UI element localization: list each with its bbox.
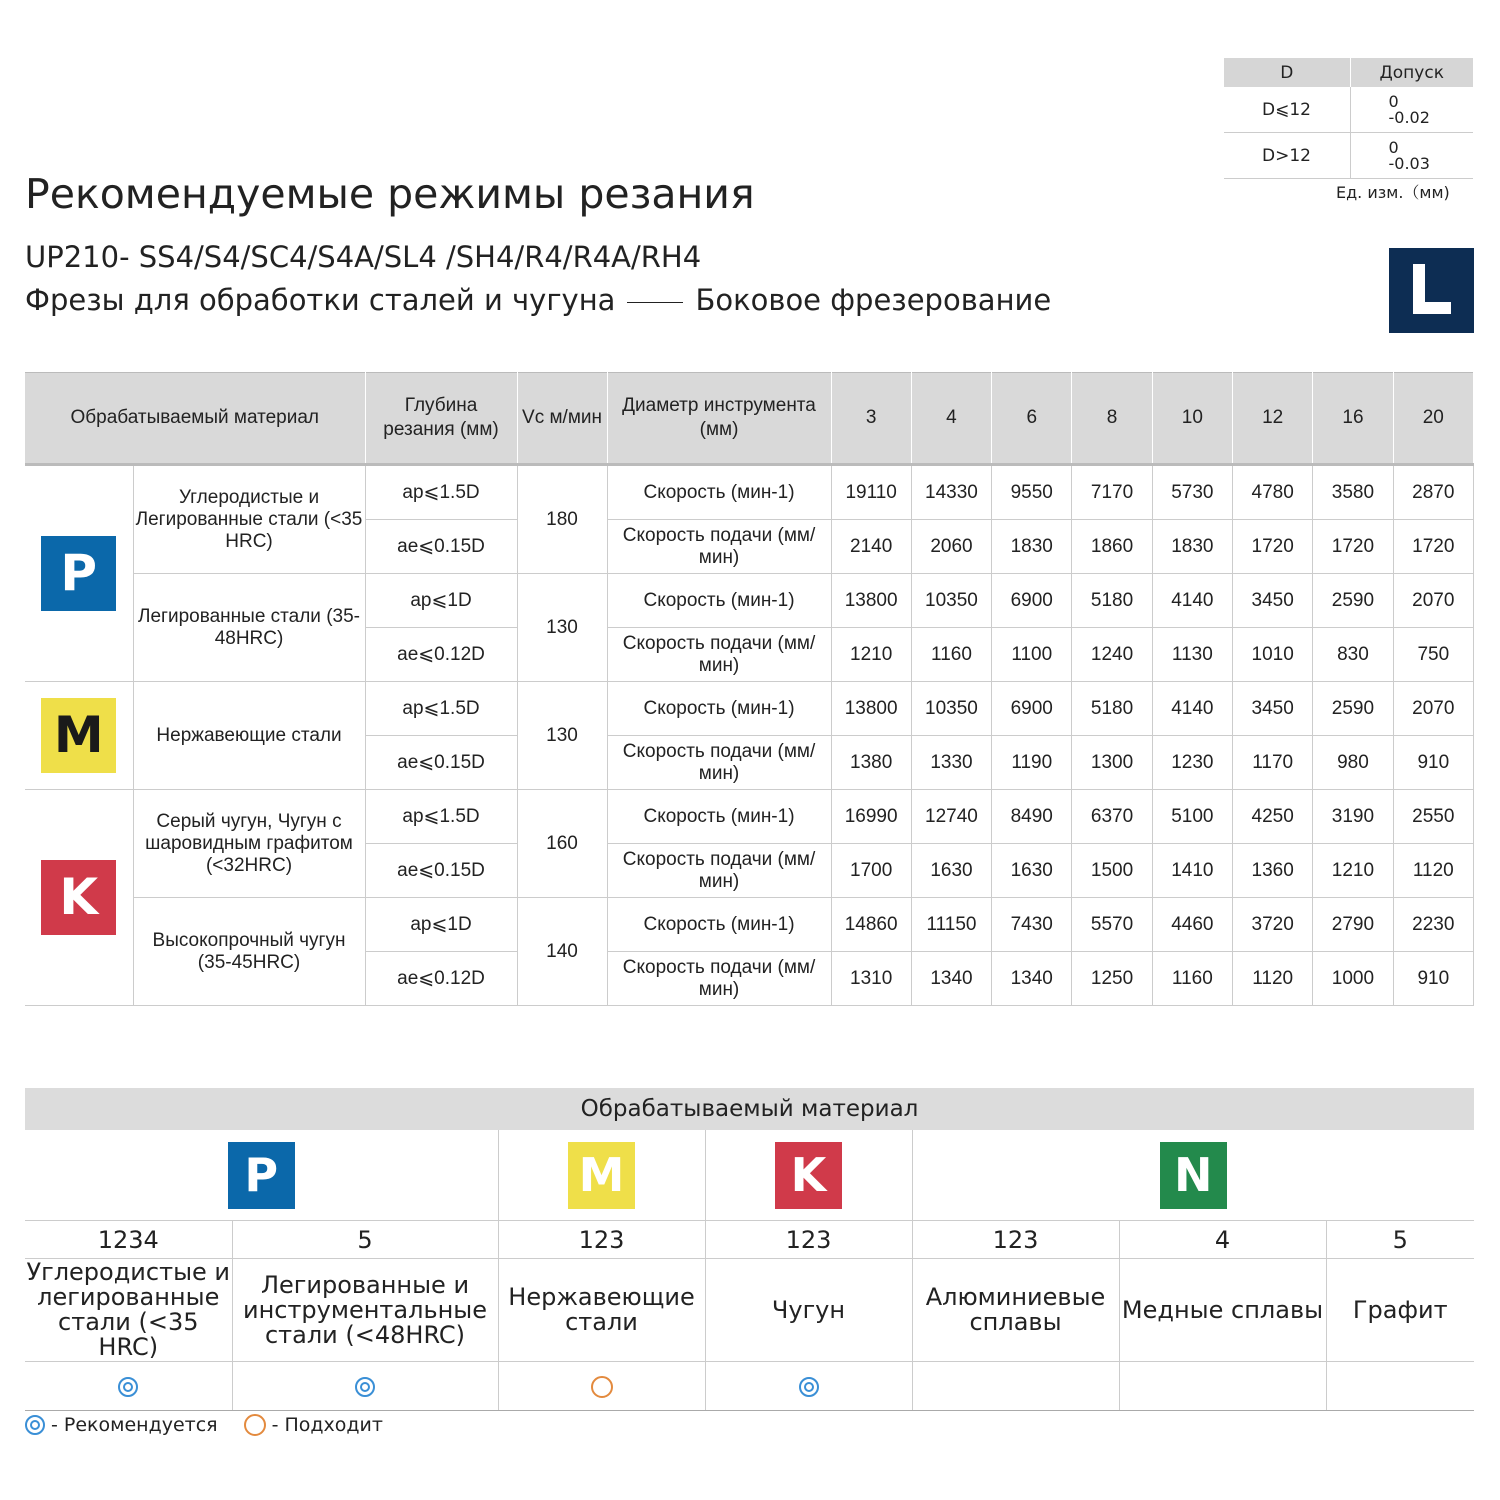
suitability-cell [705, 1362, 912, 1411]
value-cell: 16990 [831, 790, 911, 844]
recommended-icon [355, 1377, 375, 1397]
value-cell: 1240 [1072, 628, 1152, 682]
value-cell: 2590 [1313, 682, 1393, 736]
group-badge-cell [25, 465, 133, 682]
value-cell: 750 [1393, 628, 1473, 682]
speed-label: Скорость (мин-1) [607, 790, 831, 844]
value-cell: 6900 [992, 682, 1072, 736]
value-cell: 5100 [1152, 790, 1232, 844]
depth-value: ap⩽1.5D [365, 682, 517, 736]
page-title: Рекомендуемые режимы резания [25, 170, 755, 218]
material-code: 123 [498, 1221, 705, 1259]
value-cell: 6370 [1072, 790, 1152, 844]
tolerance-d: D⩽12 [1224, 87, 1351, 133]
suitable-icon [244, 1414, 266, 1436]
header-dia: 20 [1393, 373, 1473, 465]
value-cell: 1340 [992, 952, 1072, 1006]
tolerance-table [1223, 58, 1473, 179]
value-cell: 1340 [911, 952, 991, 1006]
dash-divider [627, 302, 683, 303]
material-name: Углеродистые и легированные стали (<35 HRC) [26, 1258, 231, 1361]
product-subtitle [25, 283, 1051, 317]
value-cell: 1720 [1233, 520, 1313, 574]
value-cell: 2070 [1393, 574, 1473, 628]
recommended-icon [25, 1415, 45, 1435]
p-badge-icon: P [41, 536, 116, 611]
value-cell: 1120 [1393, 844, 1473, 898]
suitable-icon [591, 1376, 613, 1398]
value-cell: 1210 [1313, 844, 1393, 898]
table-row [25, 790, 1474, 844]
value-cell: 1630 [992, 844, 1072, 898]
value-cell: 1230 [1152, 736, 1232, 790]
value-cell: 2870 [1393, 465, 1473, 520]
recommended-icon [799, 1377, 819, 1397]
value-cell: 3190 [1313, 790, 1393, 844]
vc-value: 140 [517, 898, 607, 1006]
material-name: Серый чугун, Чугун с шаровидным графитом (<32HRC) [133, 790, 365, 898]
legend [25, 1414, 383, 1436]
value-cell: 830 [1313, 628, 1393, 682]
tolerance-d: D>12 [1224, 133, 1351, 179]
tolerance-header-d: D [1224, 58, 1351, 87]
value-cell: 1160 [911, 628, 991, 682]
depth-value: ae⩽0.15D [365, 520, 517, 574]
value-cell: 3580 [1313, 465, 1393, 520]
speed-label: Скорость (мин-1) [607, 898, 831, 952]
speed-label: Скорость (мин-1) [607, 465, 831, 520]
value-cell: 10350 [911, 574, 991, 628]
table-row [25, 574, 1474, 628]
table-row [25, 898, 1474, 952]
tolerance-value: 0 -0.02 [1350, 87, 1473, 133]
recommended-icon [118, 1377, 138, 1397]
material-name: Медные сплавы [1119, 1259, 1326, 1362]
material-name: Легированные стали (35-48HRC) [133, 574, 365, 682]
header-dia: 3 [831, 373, 911, 465]
material-code: 5 [1326, 1221, 1474, 1259]
k-badge-icon: K [41, 860, 116, 935]
material-name: Графит [1326, 1259, 1474, 1362]
value-cell: 4140 [1152, 682, 1232, 736]
group-m [498, 1130, 705, 1221]
value-cell: 1120 [1233, 952, 1313, 1006]
value-cell: 980 [1313, 736, 1393, 790]
table-row [25, 682, 1474, 736]
value-cell: 8490 [992, 790, 1072, 844]
value-cell: 5180 [1072, 574, 1152, 628]
value-cell: 11150 [911, 898, 991, 952]
value-cell: 910 [1393, 952, 1473, 1006]
material-name: Алюминиевые сплавы [912, 1259, 1119, 1362]
value-cell: 910 [1393, 736, 1473, 790]
header-dia: 16 [1313, 373, 1393, 465]
cutting-parameters-table [25, 372, 1474, 1006]
group-badge-cell [25, 682, 133, 790]
value-cell: 4140 [1152, 574, 1232, 628]
value-cell: 1250 [1072, 952, 1152, 1006]
vc-value: 180 [517, 465, 607, 574]
value-cell: 1860 [1072, 520, 1152, 574]
speed-label: Скорость (мин-1) [607, 574, 831, 628]
value-cell: 1160 [1152, 952, 1232, 1006]
value-cell: 4250 [1233, 790, 1313, 844]
group-badge-cell [25, 790, 133, 1006]
value-cell: 12740 [911, 790, 991, 844]
suitability-cell [1119, 1362, 1326, 1411]
suitability-cell [912, 1362, 1119, 1411]
value-cell: 5180 [1072, 682, 1152, 736]
value-cell: 1500 [1072, 844, 1152, 898]
subtitle-left: Фрезы для обработки сталей и чугуна [25, 283, 616, 317]
value-cell: 2140 [831, 520, 911, 574]
value-cell: 1300 [1072, 736, 1152, 790]
depth-value: ae⩽0.15D [365, 736, 517, 790]
header-vc: Vc м/мин [517, 373, 607, 465]
depth-value: ae⩽0.12D [365, 952, 517, 1006]
m-badge-icon: M [568, 1142, 635, 1209]
material-name: Высокопрочный чугун (35-45HRC) [133, 898, 365, 1006]
table-body [25, 465, 1474, 1006]
value-cell: 1100 [992, 628, 1072, 682]
suitability-cell [25, 1362, 232, 1411]
legend-recommended: - Рекомендуется [51, 1414, 218, 1436]
p-badge-icon: P [228, 1142, 295, 1209]
header-material: Обрабатываемый материал [25, 373, 365, 465]
value-cell: 1310 [831, 952, 911, 1006]
value-cell: 1170 [1233, 736, 1313, 790]
value-cell: 1410 [1152, 844, 1232, 898]
material-name: Легированные и инструментальные стали (<48HRC) [232, 1259, 498, 1362]
depth-value: ae⩽0.12D [365, 628, 517, 682]
value-cell: 2060 [911, 520, 991, 574]
suitability-cell [1326, 1362, 1474, 1411]
value-cell: 1010 [1233, 628, 1313, 682]
value-cell: 1720 [1313, 520, 1393, 574]
value-cell: 14330 [911, 465, 991, 520]
feed-label: Скорость подачи (мм/мин) [607, 844, 831, 898]
value-cell: 7170 [1072, 465, 1152, 520]
feed-label: Скорость подачи (мм/мин) [607, 520, 831, 574]
value-cell: 9550 [992, 465, 1072, 520]
vc-value: 160 [517, 790, 607, 898]
subtitle-right: Боковое фрезерование [695, 283, 1052, 317]
header-dia: 4 [911, 373, 991, 465]
material-code: 1234 [25, 1221, 232, 1259]
legend-suitable: - Подходит [271, 1414, 383, 1436]
value-cell: 2590 [1313, 574, 1393, 628]
material-code: 123 [705, 1221, 912, 1259]
value-cell: 2070 [1393, 682, 1473, 736]
depth-value: ae⩽0.15D [365, 844, 517, 898]
value-cell: 2790 [1313, 898, 1393, 952]
value-cell: 7430 [992, 898, 1072, 952]
vc-value: 130 [517, 682, 607, 790]
value-cell: 1720 [1393, 520, 1473, 574]
feed-label: Скорость подачи (мм/мин) [607, 952, 831, 1006]
group-k [705, 1130, 912, 1221]
depth-value: ap⩽1D [365, 898, 517, 952]
value-cell: 10350 [911, 682, 991, 736]
depth-value: ap⩽1D [365, 574, 517, 628]
feed-label: Скорость подачи (мм/мин) [607, 736, 831, 790]
value-cell: 19110 [831, 465, 911, 520]
table-row [25, 465, 1474, 520]
tolerance-header-tol: Допуск [1350, 58, 1473, 87]
value-cell: 1330 [911, 736, 991, 790]
value-cell: 3720 [1233, 898, 1313, 952]
value-cell: 6900 [992, 574, 1072, 628]
material-code: 123 [912, 1221, 1119, 1259]
header-dia: 10 [1152, 373, 1232, 465]
value-cell: 1630 [911, 844, 991, 898]
depth-value: ap⩽1.5D [365, 465, 517, 520]
tolerance-value: 0 -0.03 [1350, 133, 1473, 179]
value-cell: 13800 [831, 574, 911, 628]
value-cell: 1210 [831, 628, 911, 682]
value-cell: 4780 [1233, 465, 1313, 520]
speed-label: Скорость (мин-1) [607, 682, 831, 736]
value-cell: 1380 [831, 736, 911, 790]
value-cell: 1000 [1313, 952, 1393, 1006]
suitability-cell [232, 1362, 498, 1411]
value-cell: 2230 [1393, 898, 1473, 952]
group-n [912, 1130, 1474, 1221]
value-cell: 3450 [1233, 574, 1313, 628]
header-depth: Глубина резания (мм) [365, 373, 517, 465]
material-code: 5 [232, 1221, 498, 1259]
value-cell: 2550 [1393, 790, 1473, 844]
material-name: Нержавеющие стали [498, 1259, 705, 1362]
material-code: 4 [1119, 1221, 1326, 1259]
value-cell: 13800 [831, 682, 911, 736]
vc-value: 130 [517, 574, 607, 682]
k-badge-icon: K [775, 1142, 842, 1209]
header-dia: 6 [992, 373, 1072, 465]
material-name: Чугун [705, 1259, 912, 1362]
header-diameter: Диаметр инструмента (мм) [607, 373, 831, 465]
value-cell: 3450 [1233, 682, 1313, 736]
header-dia: 8 [1072, 373, 1152, 465]
value-cell: 1700 [831, 844, 911, 898]
value-cell: 4460 [1152, 898, 1232, 952]
value-cell: 14860 [831, 898, 911, 952]
unit-label: Ед. изм.（мм) [1336, 183, 1450, 202]
depth-value: ap⩽1.5D [365, 790, 517, 844]
material-name: Углеродистые и Легированные стали (<35 HRC) [133, 465, 365, 574]
material-table [25, 1088, 1474, 1411]
group-p [25, 1130, 498, 1221]
suitability-cell [498, 1362, 705, 1411]
material-header: Обрабатываемый материал [25, 1088, 1474, 1130]
feed-label: Скорость подачи (мм/мин) [607, 628, 831, 682]
header-dia: 12 [1233, 373, 1313, 465]
value-cell: 1130 [1152, 628, 1232, 682]
m-badge-icon: M [41, 698, 116, 773]
value-cell: 5730 [1152, 465, 1232, 520]
product-codes: UP210- SS4/S4/SC4/S4A/SL4 /SH4/R4/R4A/RH4 [25, 240, 702, 274]
value-cell: 5570 [1072, 898, 1152, 952]
material-name: Нержавеющие стали [133, 682, 365, 790]
l-series-icon [1389, 248, 1474, 333]
value-cell: 1190 [992, 736, 1072, 790]
value-cell: 1830 [992, 520, 1072, 574]
n-badge-icon: N [1160, 1142, 1227, 1209]
value-cell: 1830 [1152, 520, 1232, 574]
value-cell: 1360 [1233, 844, 1313, 898]
